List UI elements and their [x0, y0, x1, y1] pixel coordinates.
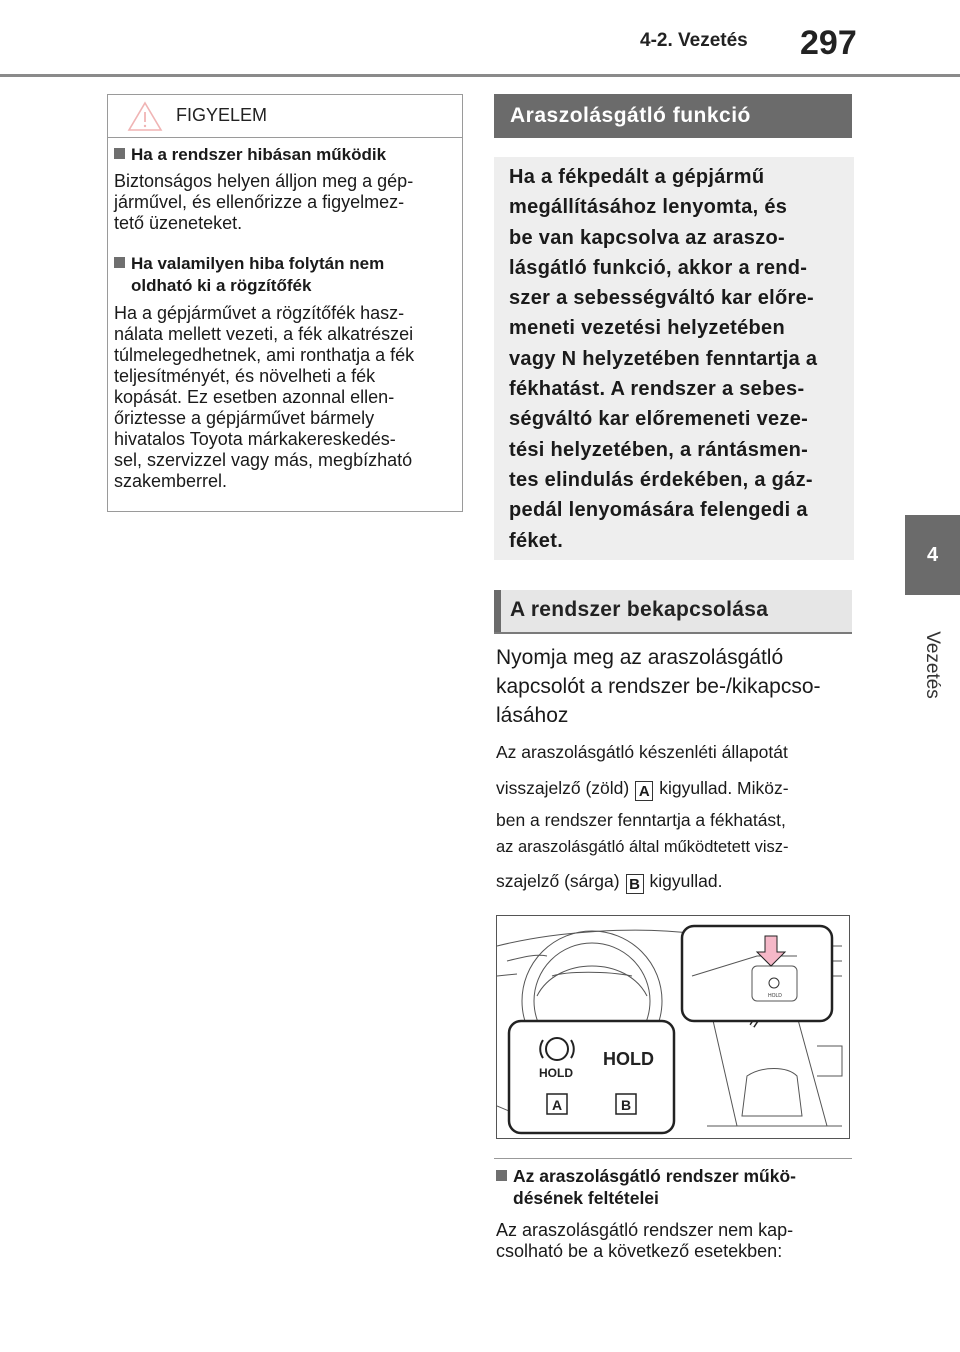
section-heading-activation: A rendszer bekapcsolása	[494, 590, 852, 634]
desc-line-2: visszajelző (zöld) A kigyullad. Miköz-	[496, 778, 789, 800]
square-bullet-icon	[496, 1170, 507, 1181]
desc-line-3: ben a rendszer fenntartja a fékhatást,	[496, 810, 786, 830]
warning-item-1-text: Biztonságos helyen álljon meg a gép- járművel, és ellenőrizze a figyelmez- tető üzeneteket.	[114, 171, 414, 233]
svg-text:HOLD: HOLD	[603, 1049, 654, 1069]
warning-triangle-icon	[127, 101, 163, 132]
running-header-section: 4-2. Vezetés	[640, 30, 748, 51]
svg-text:HOLD: HOLD	[539, 1066, 573, 1080]
desc-line-4: az araszolásgátló által működtetett visz-	[496, 838, 789, 856]
summary-text: Ha a fékpedált a gépjármű megállításához lenyomta, és be van kapcsolva az araszo- lásgátló funkció, akkor a rend- szer a sebességváltó kar előre- meneti vezetési helyzetében vagy N helyzetében fenntartja a fékhatást. A rendszer a sebes- ségváltó kar előremeneti veze- tési helyzetében, a rántásmen- tes elindulás érdekében, a gáz- pedál lenyomására felengedi a féket.	[509, 166, 818, 552]
summary-box	[494, 157, 854, 560]
conditions-text: Az araszolásgátló rendszer nem kap- csolható be a következő esetekben:	[496, 1220, 794, 1261]
section-heading-creep-prevention: Araszolásgátló funkció	[494, 94, 852, 138]
svg-text:A: A	[552, 1097, 563, 1113]
step-instruction: Nyomja meg az araszolásgátló kapcsolót a rendszer be-/kikapcso- lásához	[496, 646, 821, 727]
indicator-a-badge: A	[635, 781, 653, 801]
warning-title: FIGYELEM	[176, 105, 268, 125]
warning-box	[107, 94, 463, 512]
square-bullet-icon	[114, 148, 125, 159]
chapter-tab	[905, 595, 960, 735]
desc-line-1: Az araszolásgátló készenléti állapotát	[496, 742, 788, 762]
svg-text:B: B	[621, 1097, 632, 1113]
conditions-heading: Az araszolásgátló rendszer műkö- désének feltételei	[496, 1165, 851, 1209]
warning-header	[108, 95, 462, 138]
section-accent-bar	[494, 590, 501, 632]
desc-line-5: szajelző (sárga) B kigyullad.	[496, 871, 723, 893]
indicator-b-badge: B	[626, 874, 644, 894]
dashboard-drawing	[497, 916, 848, 1137]
chapter-tab-label: Vezetés	[922, 631, 943, 699]
divider	[494, 1158, 852, 1159]
svg-text:HOLD: HOLD	[768, 993, 782, 999]
square-bullet-icon	[114, 257, 125, 268]
page-number: 297	[800, 24, 857, 62]
warning-item-2-text: Ha a gépjárművet a rögzítőfék hasz- nálata mellett vezeti, a fék alkatrészei túlmelegedhetnek, ami ronthatja a fék teljesítményét, és növelheti a fék kopását. Ez esetben azonnal ellen- őriztesse a gépjárművet bármely hivatalos Toyota márkakereskedés- sel, szervizzel vagy más, megbízható szakemberrel.	[114, 303, 415, 491]
header-rule	[0, 74, 960, 77]
warning-item-1-heading: Ha a rendszer hibásan működik	[114, 144, 386, 166]
warning-item-2-heading: Ha valamilyen hiba folytán nem oldható ki a rögzítőfék	[114, 253, 384, 297]
chapter-tab-number: 4	[905, 515, 960, 595]
dashboard-illustration	[496, 915, 850, 1139]
